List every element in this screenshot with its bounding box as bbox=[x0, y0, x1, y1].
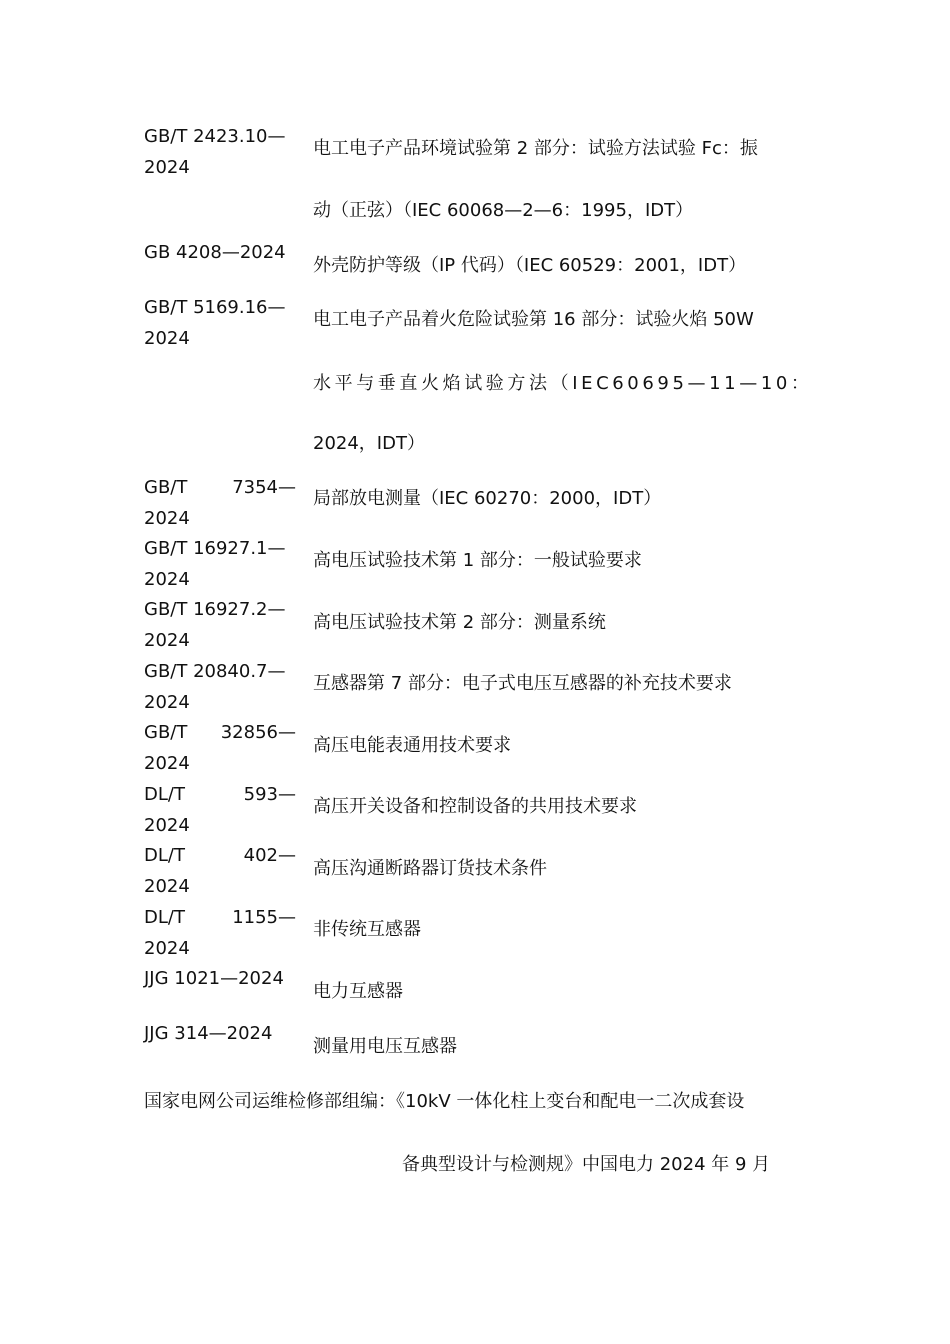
standard-code bbox=[144, 840, 296, 902]
standard-title-cont: 2024，IDT） bbox=[313, 433, 425, 454]
standard-code bbox=[144, 656, 296, 718]
standard-title: 非传统互感器 bbox=[313, 919, 421, 940]
code-year: 2024 bbox=[144, 508, 190, 529]
code-part: GB 4208—2024 bbox=[144, 242, 286, 263]
standard-code bbox=[144, 121, 296, 183]
standard-code bbox=[144, 237, 296, 268]
code-part: GB/T bbox=[144, 722, 188, 743]
code-part: DL/T bbox=[144, 784, 185, 805]
code-year: 2024 bbox=[144, 876, 190, 897]
code-year: 2024 bbox=[144, 753, 190, 774]
code-part: 32856— bbox=[220, 722, 296, 743]
standard-code bbox=[144, 533, 296, 595]
code-part: GB/T bbox=[144, 477, 188, 498]
standard-code bbox=[144, 292, 296, 354]
code-year: 2024 bbox=[144, 157, 190, 178]
code-part: JJG 314—2024 bbox=[144, 1023, 273, 1044]
standard-title: 电工电子产品着火危险试验第 16 部分：试验火焰 50W bbox=[313, 309, 754, 330]
code-part: 1155— bbox=[232, 907, 296, 928]
standard-title: 高压电能表通用技术要求 bbox=[313, 735, 511, 756]
code-part: 7354— bbox=[232, 477, 296, 498]
standard-code bbox=[144, 779, 296, 841]
standard-title-cont: 动（正弦）（IEC 60068—2—6：1995，IDT） bbox=[313, 200, 694, 221]
code-part: 402— bbox=[243, 845, 296, 866]
standard-title: 外壳防护等级（IP 代码）（IEC 60529：2001，IDT） bbox=[313, 255, 747, 276]
code-part: DL/T bbox=[144, 845, 185, 866]
code-year: 2024 bbox=[144, 328, 190, 349]
standard-title: 测量用电压互感器 bbox=[313, 1036, 457, 1057]
standard-code bbox=[144, 717, 296, 779]
code-part: GB/T 16927.2— bbox=[144, 599, 286, 620]
standard-title: 高电压试验技术第 1 部分：一般试验要求 bbox=[313, 550, 642, 571]
title-text: 水平与垂直火焰试验方法（IEC60695—11—10： bbox=[313, 373, 813, 394]
code-year: 2024 bbox=[144, 569, 190, 590]
code-part: GB/T 5169.16— bbox=[144, 297, 286, 318]
standard-code bbox=[144, 472, 296, 534]
standard-title: 高压沟通断路器订货技术条件 bbox=[313, 858, 547, 879]
code-part: GB/T 20840.7— bbox=[144, 661, 286, 682]
code-part: DL/T bbox=[144, 907, 185, 928]
code-part: 593— bbox=[243, 784, 296, 805]
code-year: 2024 bbox=[144, 630, 190, 651]
standard-title: 高电压试验技术第 2 部分：测量系统 bbox=[313, 612, 606, 633]
code-part: JJG 1021—2024 bbox=[144, 968, 284, 989]
standard-code bbox=[144, 1018, 296, 1049]
code-year: 2024 bbox=[144, 692, 190, 713]
standard-title: 局部放电测量（IEC 60270：2000，IDT） bbox=[313, 488, 662, 509]
code-year: 2024 bbox=[144, 815, 190, 836]
standard-title: 电力互感器 bbox=[313, 981, 403, 1002]
standard-title-cont bbox=[313, 369, 813, 399]
code-part: GB/T 2423.10— bbox=[144, 126, 286, 147]
standard-title: 高压开关设备和控制设备的共用技术要求 bbox=[313, 796, 637, 817]
code-part: GB/T 16927.1— bbox=[144, 538, 286, 559]
standard-code bbox=[144, 963, 296, 994]
standard-title: 电工电子产品环境试验第 2 部分：试验方法试验 Fc：振 bbox=[313, 138, 758, 159]
reference-line-1: 国家电网公司运维检修部组编：《10kV 一体化柱上变台和配电一二次成套设 bbox=[144, 1091, 745, 1112]
standard-code bbox=[144, 594, 296, 656]
code-year: 2024 bbox=[144, 938, 190, 959]
reference-line-2: 备典型设计与检测规》中国电力 2024 年 9 月 bbox=[402, 1154, 771, 1175]
standard-title: 互感器第 7 部分：电子式电压互感器的补充技术要求 bbox=[313, 673, 732, 694]
standard-code bbox=[144, 902, 296, 964]
